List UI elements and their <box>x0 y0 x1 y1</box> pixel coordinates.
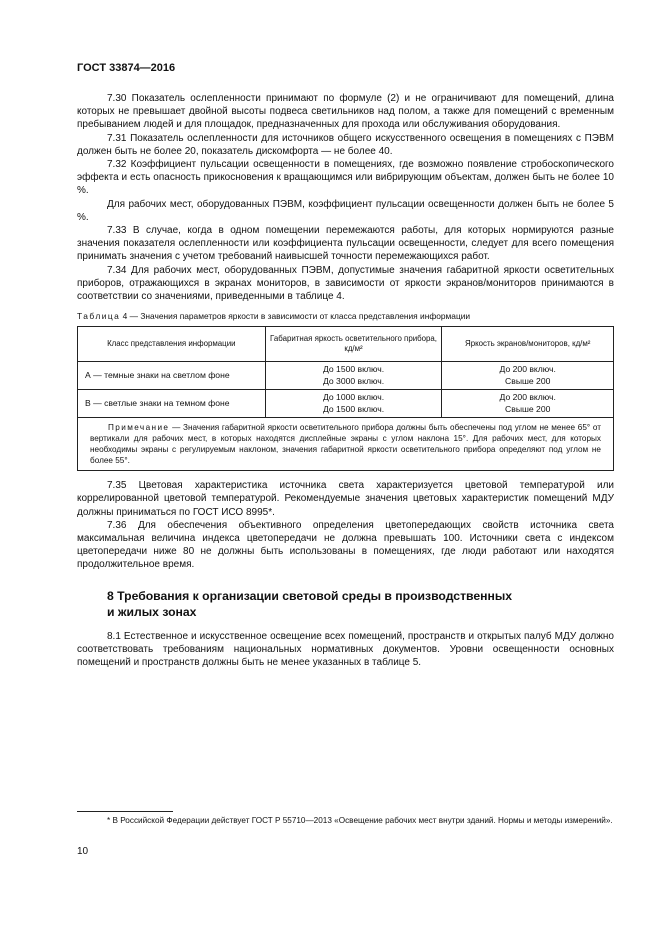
row-b-screen <box>442 390 614 418</box>
section-8-title-line1: 8 Требования к организации световой среды в производственных <box>107 588 513 603</box>
table-caption <box>77 311 614 322</box>
row-b-class: В — светлые знаки на темном фоне <box>78 390 266 418</box>
table-row <box>78 362 614 390</box>
luminance-table <box>77 326 614 471</box>
row-a-screen-2: Свыше 200 <box>505 375 551 386</box>
note-label: Примечание <box>108 423 170 433</box>
row-b-screen-2: Свыше 200 <box>505 403 551 414</box>
paragraph-7-33: 7.33 В случае, когда в одном помещении перемежаются работы, для которых нормируются разные значения показателя ослепленности или коэффициента пульсации освещенности, следует для всего помещения принимать значения с учетом требований наивысшей точности перемежающихся работ. <box>77 225 614 263</box>
row-a-luminance-1: До 1500 включ. <box>322 364 385 375</box>
header-luminance: Габаритная яркость осветительного прибора, кд/м² <box>265 327 442 362</box>
table-header-row <box>78 327 614 362</box>
row-a-screen-1: До 200 включ. <box>499 364 556 375</box>
footnote: * В Российской Федерации действует ГОСТ Р 55710—2013 «Освещение рабочих мест внутри зданий. Нормы и методы измерений». <box>107 816 613 825</box>
note-text: — Значения габаритной яркости осветительного прибора должны быть обеспечены под углом не менее 65° от вертикали для рабочих мест, в которых находятся дисплейные экраны с углом наклона 15°. Для рабочих мест, для которых необходимы экраны с регулируемым наклоном, значения габаритной яркости осветительного прибора определяют под углом не более 55°. <box>90 423 601 466</box>
table-row <box>78 390 614 418</box>
row-b-screen-1: До 200 включ. <box>499 392 556 403</box>
row-a-class: А — темные знаки на светлом фоне <box>78 362 266 390</box>
table-caption-label: Таблица <box>77 311 121 322</box>
row-a-luminance <box>265 362 442 390</box>
paragraph-7-31: 7.31 Показатель ослепленности для источников общего искусственного освещения в помещениях с ПЭВМ должен быть не более 20, показатель дискомфорта — не более 40. <box>77 132 614 157</box>
table-note-row <box>78 418 614 471</box>
paragraph-7-30: 7.30 Показатель ослепленности принимают по формуле (2) и не ограничивают для помещений, длина которых не превышает двойной высоты подвеса светильников над полом, а также для помещений с временным пребыванием людей и для площадок, предназначенных для прохода или обслуживания оборудования. <box>77 93 614 131</box>
row-b-luminance <box>265 390 442 418</box>
footnote-rule <box>77 811 173 812</box>
paragraph-8-1: 8.1 Естественное и искусственное освещение всех помещений, пространств и открытых палуб МДУ должно соответствовать требованиям национальных нормативных документов. Уровни освещенности основных помещений и пространств должны быть не менее указанных в таблице 5. <box>77 630 614 669</box>
page-number: 10 <box>77 846 89 857</box>
row-b-luminance-1: До 1000 включ. <box>322 392 385 403</box>
header-class: Класс представления информации <box>78 327 266 362</box>
row-b-luminance-2: До 1500 включ. <box>322 403 385 414</box>
section-8-heading <box>77 588 614 621</box>
page-content <box>77 92 614 669</box>
paragraph-7-32-pc: Для рабочих мест, оборудованных ПЭВМ, коэффициент пульсации освещенности должен быть не более 5 %. <box>77 198 614 223</box>
paragraph-7-32: 7.32 Коэффициент пульсации освещенности в помещениях, где возможно появление стробоскопического эффекта и есть опасность прикосновения к вращающимся или вибрирующим объектам, должен быть не более 10 %. <box>77 159 614 197</box>
section-8-title-line2: и жилых зонах <box>107 605 197 620</box>
row-a-luminance-2: До 3000 включ. <box>322 375 385 386</box>
table-caption-text: 4 — Значения параметров яркости в зависимости от класса представления информации <box>120 311 471 322</box>
table-note <box>78 418 614 471</box>
paragraph-7-34: 7.34 Для рабочих мест, оборудованных ПЭВМ, допустимые значения габаритной яркости осветительных приборов, отражающихся в экранах мониторов, в зависимости от яркости экранов/мониторов принимаются в соответствии со значениями, приведенными в таблице 4. <box>77 264 614 303</box>
row-a-screen <box>442 362 614 390</box>
header-screen-brightness: Яркость экранов/мониторов, кд/м² <box>442 327 614 362</box>
paragraph-7-36: 7.36 Для обеспечения объективного определения цветопередающих свойств источника света максимальная величина индекса цветопередачи не должна превышать 100. Источники света с индексом цветопередачи ниже 80 не должны быть использованы в помещениях, где люди работают или находятся продолжительное время. <box>77 519 614 571</box>
paragraph-7-35: 7.35 Цветовая характеристика источника света характеризуется цветовой температурой или коррелированной цветовой температурой. Рекомендуемые значения цветовых характеристик помещений МДУ должны приниматься по ГОСТ ИСО 8995*. <box>77 480 614 518</box>
document-header: ГОСТ 33874—2016 <box>77 62 176 74</box>
